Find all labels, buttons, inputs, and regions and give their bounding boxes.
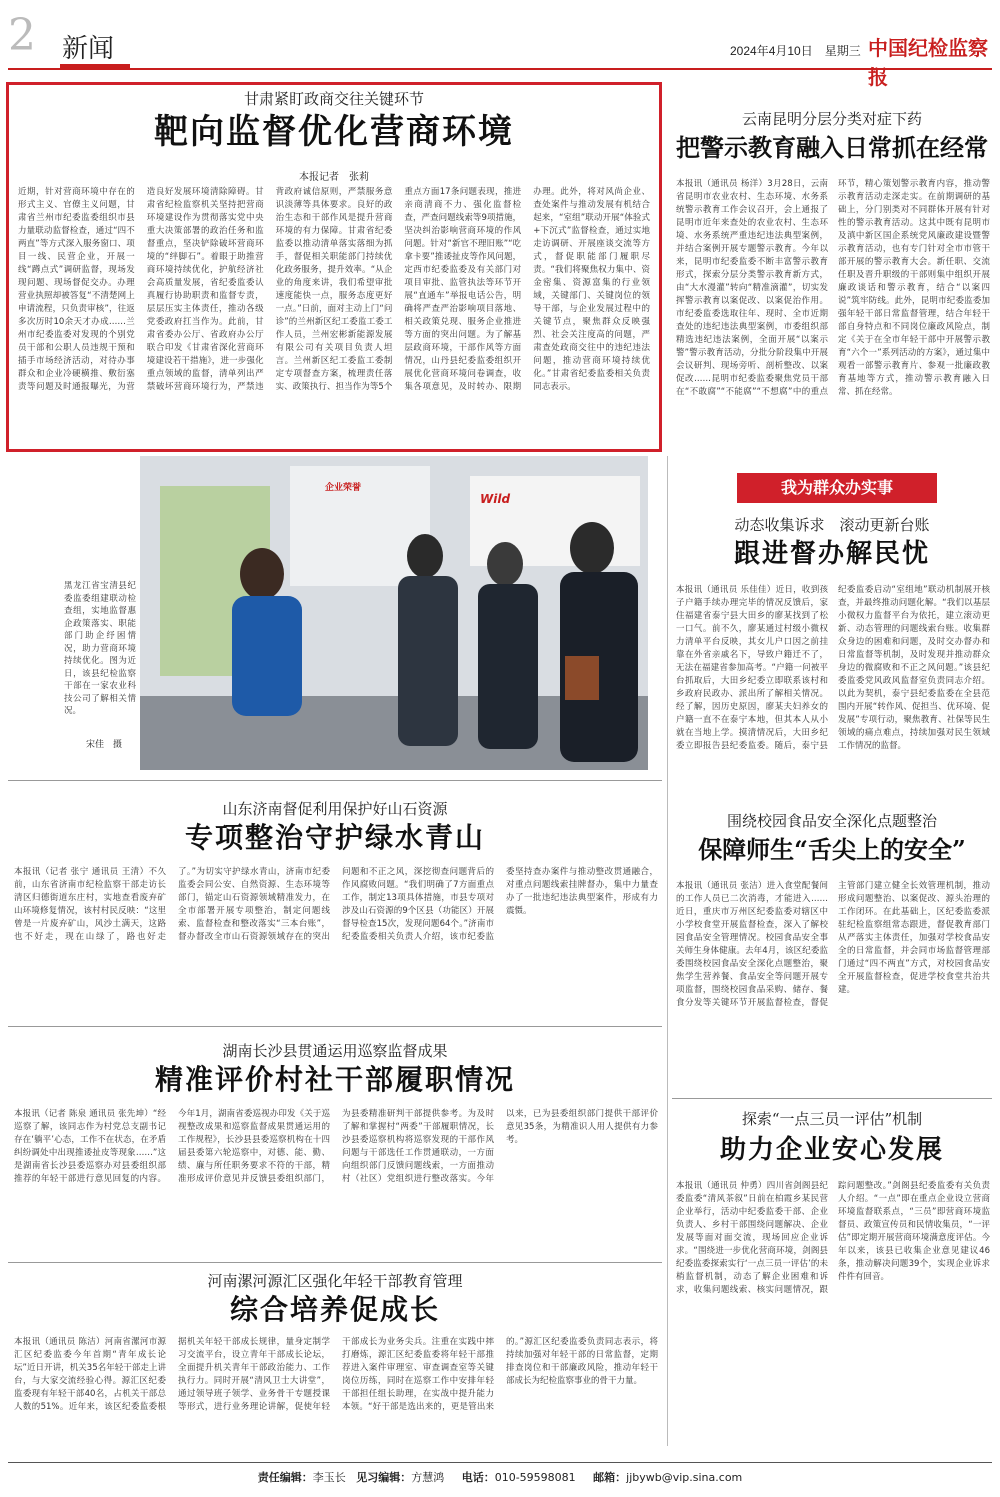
lead-byline: 本报记者 张莉 [299, 172, 369, 183]
story5-headline: 保障师生“舌尖上的安全” [698, 835, 966, 864]
story7-kicker: 探索“一点三员一评估”机制 [741, 1110, 923, 1128]
photo-credit: 宋佳 摄 [86, 740, 123, 750]
newspaper-brand: 中国纪检监察报 [868, 36, 988, 89]
photo-sign-right: Wild [480, 492, 511, 506]
story2-body: 本报讯（通讯员 杨洋）3月28日，云南省昆明市农业农村、生态环境、水务系统警示教育工作会议召开，会上通报了昆明市近年来查处的农业农村、生态环境、水务系统严重违纪违法典型案例，并结合案例开展专题警示教育。今年以来，昆明市纪委监委不断丰富警示教育形式，探索分层分类警示教育新方式，由“大水漫灌”转向“精准滴灌”，切实发挥警示教育以案促改、以案促治作用。市纪委监委选取往年、现时、全市近期查处的违纪违法典型案例，市委组织部精选违纪违法案例，全面开展“以案示警”警示教育活动，分批分阶段集中开展会议研判、现场旁听、剖析整改、以案促改……昆明市纪委监委聚焦党员干部在“不敢腐”“不能腐”“不想腐”中的重点环节，精心策划警示教育内容，推动警示教育活动走深走实。在前期调研的基础上，分门别类对不同群体开展有针对性的警示教育活动。这其中既有昆明市及滇中新区国企系统党风廉政建设暨警示教育活动，也有专门针对全市市管干部开展的警示教育大会。新任职、交流任职及晋升职级的干部则集中组织开展廉政谈话和警示教育，结合“以案四说”筑牢防线。此外，昆明市纪委监委加强年轻干部日常监督管理，结合年轻干部自身特点和不同岗位廉政风险点，制定《关于在全市年轻干部中开展警示教育“六个一”系列活动的方案》，通过集中观看一部警示教育片、参观一批廉政教育基地等方式，推动警示教育融入日常、抓在经常。 [676, 179, 990, 397]
story5-body: 本报讯（通讯员 张洁）进入食堂配餐间的工作人员已二次消毒，才能进入……近日，重庆市万州区纪委监委对辖区中小学校食堂开展监督检查，深入了解校园食品安全管理情况。校园食品安全事关师生身体健康。去年4月，该区纪委监委围绕校园食品安全深化点题整治，聚焦学生营养餐、食品安全等问题开展专项监督，围绕校园食品采购、储存、餐食分发等关键环节开展监督检查，督促主管部门建立健全长效管理机制，推动形成问题整治、以案促改、源头治理的工作闭环。在此基础上，区纪委监委派驻纪检监察组常态跟进，督促教育部门从严落实主体责任，加强对学校食品安全的日常监督，并会同市场监督管理部门通过“四不两直”方式，对校园食品安全开展监督检查，促进学校食堂共治共建。 [676, 881, 990, 1008]
story6-headline: 精准评价村社干部履职情况 [154, 1063, 515, 1096]
story3-headline: 跟进督办解民忧 [733, 539, 930, 569]
story8-body: 本报讯（通讯员 陈洁）河南省漯河市源汇区纪委监委今年首期“青年成长论坛”近日开讲，机关35名年轻干部走上讲台，与大家交流经验心得。源汇区纪委监委现有年轻干部40名，占机关干部总人数的51%。近年来，该区纪委监委根据机关年轻干部成长规律，量身定制学习交流平台，设立青年干部成长论坛，全面提升机关青年干部政治能力、工作执行力。同时开展“清风卫士大讲堂”，通过领导班子领学、业务骨干专题授课等形式，进行业务理论讲解，促使年轻干部成长为业务尖兵。注重在实践中摔打磨炼，源汇区纪委监委将年轻干部推荐进入案件审理室、审查调查室等关键岗位历练，同时在巡察工作中安排年轻干部担任组长助理，在实战中提升能力本领。“好干部是选出来的，更是管出来的。”源汇区纪委监委负责同志表示，将持续加强对年轻干部的日常监督，定期排查岗位和干部廉政风险，推动年轻干部成长为纪检监察事业的骨干力量。 [14, 1337, 658, 1412]
section-rule [672, 1098, 992, 1099]
editor-label: 责任编辑： [257, 1471, 313, 1484]
footer [8, 1466, 992, 1490]
story6-kicker: 湖南长沙县贯通运用巡察监督成果 [222, 1042, 448, 1060]
story4-body: 本报讯（记者 张宁 通讯员 王清）不久前，山东省济南市纪检监察干部走访长清区归德街道东庄村，实地查看废弃矿山环境修复情况，该村村民反映：“这里曾是一片废弃矿山，风沙土满天，这路也不好走，现在山绿了，路也好走了。”为切实守护绿水青山，济南市纪委监委会同公安、自然资源、生态环境等部门，锚定山石资源领域精准发力，在全市部署开展专项整治，制定问题线索、监督检查和整改落实“三本台账”，督办督改全市山石资源领域存在的突出问题和不正之风，深挖彻查问题背后的作风腐败问题。“我们明确了7方面重点工作，制定13项具体措施，市县专项对涉及山石资源的9个区县（功能区）开展督导检查15次，发现问题64个。”济南市纪委监委相关负责人介绍，该市纪委监委坚持查办案件与推动整改贯通融合，对重点问题线索挂牌督办，集中力量查办了一批违纪违法典型案件，形成有力震慑。 [14, 867, 658, 942]
story5-kicker: 围绕校园食品安全深化点题整治 [726, 812, 937, 830]
intern-name: 方慧鸿 [411, 1471, 445, 1484]
story3-kicker: 动态收集诉求 滚动更新台账 [734, 516, 930, 534]
lead-body: 近期，针对营商环境中存在的形式主义、官僚主义问题，甘肃省兰州市纪委监委组织市县力量联动监督检查，通过“四不两直”等方式深入服务窗口、项目一线、民营企业，开展一线“蹲点式”调研监督，现场发现问题、现场督促交办。办理营业执照却被答复“不清楚网上申请流程，只负责审核”，往返多次历时10余天才办成……兰州市纪委监委对发现的个别党员干部和公职人员违规干预和插手市场经济活动，对待办事群众和企业冷硬横推、敷衍塞责等问题及时通报曝光，为营造良好发展环境清除障碍。甘肃省纪检监察机关坚持把营商环境建设作为贯彻落实党中央重大决策部署的政治任务和监督重点，坚决铲除破坏营商环境的“绊脚石”。着眼于助推营商环境持续优化，护航经济社会高质量发展，省纪委监委认真履行协助职责和监督专责，层层压实主体责任，推动各级党委政府扛当作为。此前，甘肃省委办公厅、省政府办公厅联合印发《甘肃省深化营商环境建设若干措施》，进一步强化重点领域的监督，清单列出严禁破坏营商环境行为，严禁违背政府诚信原则，严禁服务意识淡薄等具体要求。良好的政治生态和干部作风是提升营商环境的有力保障。甘肃省纪委监委以推动清单落实落细为抓手，督促相关职能部门持续优化政务服务，提升效率。“从企业的角度来讲，我们希望审批速度能快一点，服务态度更好一点。”日前，面对主动上门“问诊”的兰州新区纪工委监工委工作人员，兰州宏彬新能源发展有限公司有关项目负责人坦言。兰州新区纪工委监工委制定专项督查方案，梳理责任落实、政策执行、担当作为等5个重点方面17条问题表现，推进亲商清商不力、强化监督检查，严查问题线索等9项措施，坚决纠治影响营商环境的作风问题。针对“新官不理旧账”“吃拿卡要”推诿扯皮等作风问题，定西市纪委监委及有关部门对项目审批、监管执法等环节开展“直通车”举报电话公告，明确将严查严治影响项目落地、相关政策兑现、服务企业推进等方面的突出问题。为了解基层政商环境，干部作风等方面情况，山丹县纪委监委组织开展优化营商环境问卷调查，收集各项意见，及时转办、限期办理。此外，将对风尚企业、查处案件与推动发展有机结合起来，“室组”联动开展“体验式+下沉式”监督检查，通过实地走访调研、开展座谈交流等方式，督促职能部门履职尽责。“我们将聚焦权力集中、资金密集、资源富集的行业领域，关键部门、关键岗位的领导干部，与企业发展过程中的关键节点，聚焦群众反映强烈、社会关注度高的问题，严肃查处政商交往中的违纪违法问题，推动营商环境持续优化。”甘肃省纪委监委相关负责同志表示。 [18, 187, 650, 392]
photo-caption: 黑龙江省宝清县纪委监委组建联动检查组，实地监督惠企政策落实、职能部门助企纾困情况，助力营商环境持续优化。图为近日，该县纪检监察干部在一家农业科技公司了解相关情况。 [64, 581, 136, 716]
story7-headline: 助力企业安心发展 [719, 1135, 944, 1165]
story6-body: 本报讯（记者 陈泉 通讯员 张先坤）“经巡察了解，该同志作为村党总支副书记存在‘躺平’心态，工作不在状态，在矛盾纠纷调处中出现推诿扯皮等现象……”这是湖南省长沙县委巡察办对县委组织部推荐的年轻干部进行意见回复的内容。今年1月，湖南省委巡视办印发《关于巡视整改成果和巡察监督成果贯通运用的工作规程》，长沙县县委巡察机构在十四届县委第六轮巡察中，对德、能、勤、绩、廉与所任职务要求不符的干部，精准形成评价意见并反馈县委组织部门，为县委精准研判干部提供参考。为及时了解和掌握村“两委”干部履职情况，长沙县委巡察机构将巡察发现的干部作风问题与干部选任工作贯通联动，一方面向组织部门反馈问题线索，一方面推动村（社区）党组织进行整改落实。今年以来，已为县委组织部门提供干部评价意见35条，为精准识人用人提供有力参考。 [14, 1109, 658, 1184]
story4-headline: 专项整治守护绿水青山 [184, 821, 485, 854]
lead-headline: 靶向监督优化营商环境 [154, 112, 514, 152]
section-rule [8, 1026, 662, 1027]
photo-sign-left: 企业荣誉 [325, 483, 362, 493]
lead-kicker: 甘肃紧盯政商交往关键环节 [243, 90, 424, 108]
issue-date: 2024年4月10日 星期三 [730, 44, 861, 58]
story7-body: 本报讯（通讯员 仲勇）四川省剑阁县纪委监委“清风茶叙”日前在柏霞乡某民营企业举行，活动中纪委监委干部、企业负责人、乡村干部围绕问题解决、企业发展等面对面交流，现场回应企业诉求。“围绕进一步优化营商环境，剑阁县纪委监委探索实行‘一点三员一评估’的未梢监督机制，动态了解企业困难和诉求，收集问题线索、核实问题情况，跟踪问题整改。”剑阁县纪委监委有关负责人介绍。“一点”即在重点企业设立营商环境监督联系点，“三员”即营商环境监督员、政策宣传员和民情收集员，“一评估”即定期开展营商环境满意度评估。今年以来，该县已收集企业意见建议46条，推动解决问题39个，实现企业诉求件件有回音。 [676, 1181, 990, 1295]
section-title: 新闻 [62, 34, 115, 64]
news-photo [140, 456, 648, 770]
editor-name: 李玉长 [312, 1471, 346, 1484]
mail-label: 邮箱： [593, 1471, 627, 1484]
phone-label: 电话： [461, 1471, 495, 1484]
section-rule [8, 1262, 662, 1263]
section-rule [8, 780, 662, 781]
photo-illustration [140, 456, 648, 770]
story2-kicker: 云南昆明分层分类对症下药 [741, 110, 922, 128]
intern-label: 见习编辑： [356, 1471, 412, 1484]
page-number: 2 [8, 10, 36, 61]
story8-kicker: 河南漯河源汇区强化年轻干部教育管理 [207, 1272, 463, 1290]
mail-address[interactable]: jjbywb@vip.sina.com [626, 1471, 743, 1484]
footer-rule [8, 1462, 992, 1463]
story2-headline: 把警示教育融入日常抓在经常 [676, 133, 988, 162]
column-divider [667, 456, 668, 1446]
phone-number: 010-59598081 [494, 1471, 576, 1484]
masthead-rule [8, 68, 992, 70]
column-banner: 我为群众办实事 [737, 473, 937, 503]
story4-kicker: 山东济南督促利用保护好山石资源 [222, 800, 448, 818]
story8-headline: 综合培养促成长 [229, 1293, 440, 1326]
story3-body: 本报讯（通讯员 乐佳佳）近日，收到孩子户籍手续办理完毕的情况反馈后，家住福建省泰宁县大田乡的廖某找到了松一口气。前不久，廖某通过村级小微权力清单平台反映，其女儿户口因之前挂靠在外省亲戚名下，导致户籍迁不了，无法在福建省参加高考。“户籍一问被平台抓取后，大田乡纪委立即联系该村和乡政府民政办、派出所了解相关情况。经了解，因历史原因，廖某夫妇养女的户籍一直不在泰宁本地，但其本人从小就在当地上学。摸清情况后，大田乡纪委立即报告县纪委监委。随后，泰宁县纪委监委启动“室组地”联动机制展开核查，并最终推动问题化解。“我们以基层小微权力监督平台为依托，建立滚动更新、动态管理的问题线索台账。收集群众身边的困难和问题，及时交办督办和日常监督等机制，及时发现并推动群众身边的微腐败和不正之风问题。”该县纪委监委党风政风监督室负责同志介绍。以此为契机，泰宁县纪委监委在全县范围内开展“转作风、促担当、优环境、促发展”专项行动，聚焦教育、社保等民生领域的痛点难点，持续加强对民生领域工作情况的监督。 [676, 585, 990, 751]
